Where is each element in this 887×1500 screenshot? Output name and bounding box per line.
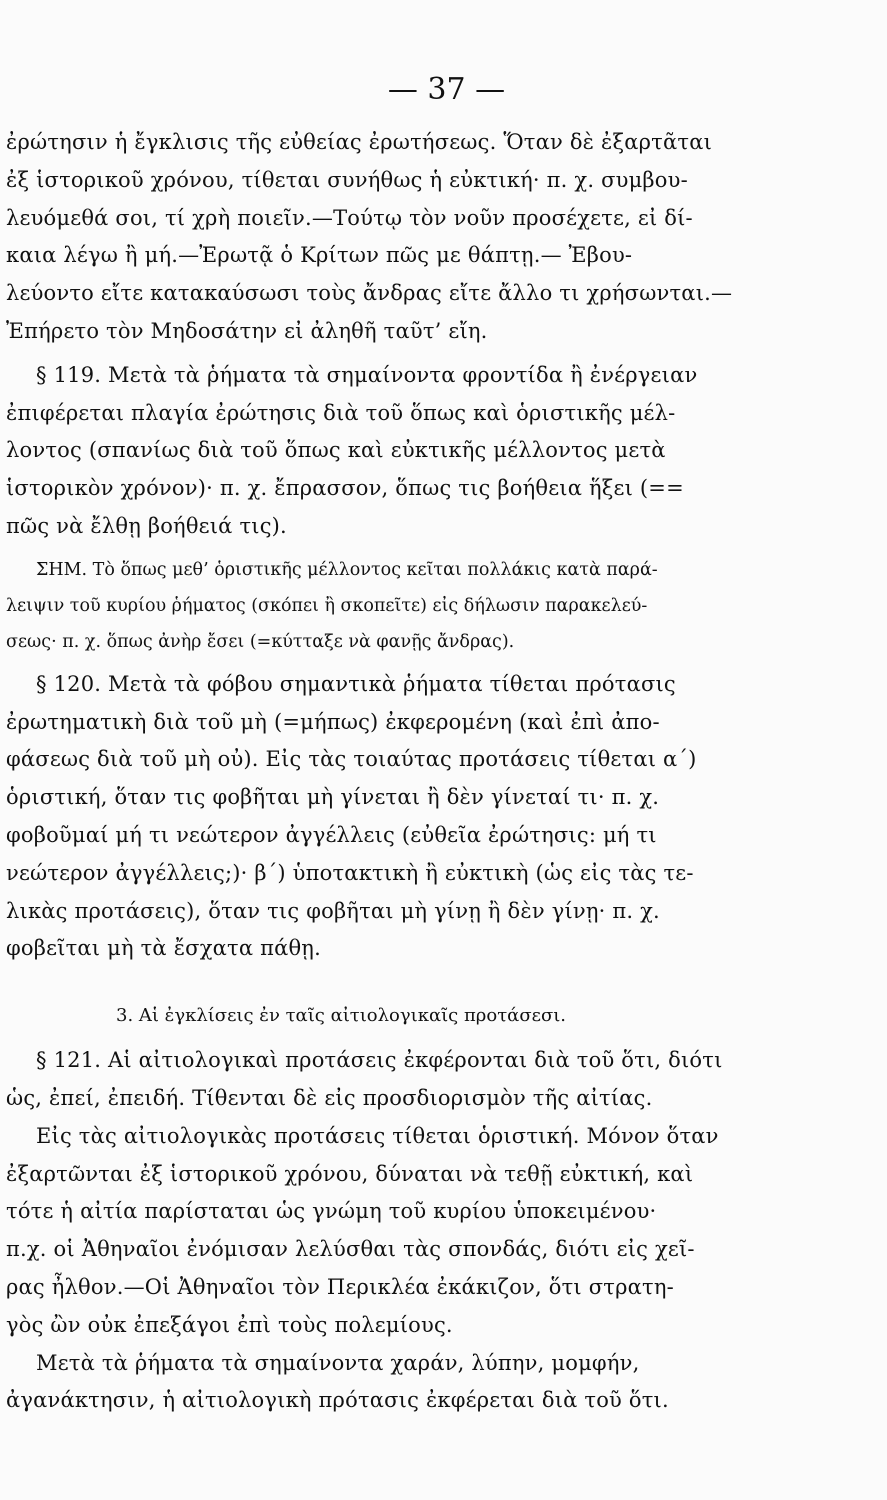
text-line: ἐπιφέρεται πλαγία ἐρώτησις διὰ τοῦ ὅπως καὶ ὁριστικῆς μέλ- — [6, 400, 676, 425]
text-line: λεύοντο εἴτε κατακαύσωσι τοὺς ἄνδρας εἴτε ἄλλο τι χρήσωνται.— — [6, 281, 733, 306]
text-line: λευόμεθά σοι, τί χρὴ ποιεῖν.—Τούτῳ τὸν νοῦν προσέχετε, εἰ δί- — [6, 205, 693, 230]
text-line: πῶς νὰ ἔλθῃ βοήθειά τις). — [6, 513, 287, 538]
paragraph-line: Μετὰ τὰ ῥήματα τὰ σημαίνοντα χαράν, λύπην, μομφήν, — [36, 1350, 640, 1375]
section-120-line: § 120. Μετὰ τὰ φόβου σημαντικὰ ῥήματα τίθεται πρότασις — [36, 671, 676, 696]
text-line: φάσεως διὰ τοῦ μὴ οὐ). Εἰς τὰς τοιαύτας προτάσεις τίθεται α΄) — [6, 747, 697, 772]
text-line: ἐξαρτῶνται ἐξ ἱστορικοῦ χρόνου, δύναται νὰ τεθῇ εὐκτική, καὶ — [6, 1161, 694, 1186]
note-line: ΣΗΜ. Τὸ ὅπως μεθ’ ὁριστικῆς μέλλοντος κεῖται πολλάκις κατὰ παρά- — [36, 559, 658, 580]
text-line: νεώτερον ἀγγέλλεις;)· β΄) ὑποτακτικὴ ἢ εὐκτικὴ (ὡς εἰς τὰς τε- — [6, 860, 694, 885]
text-line: γὸς ὢν οὐκ ἐπεξάγοι ἐπὶ τοὺς πολεμίους. — [6, 1312, 453, 1337]
text-line: Ἐπήρετο τὸν Μηδοσάτην εἰ ἀληθῆ ταῦτ’ εἴη. — [6, 318, 488, 343]
text-line: ρας ἦλθον.—Οἱ Ἀθηναῖοι τὸν Περικλέα ἐκάκιζον, ὅτι στρατη- — [6, 1274, 674, 1299]
text-line: ὁριστική, ὅταν τις φοβῆται μὴ γίνεται ἢ δὲν γίνεταί τι· π. χ. — [6, 785, 660, 810]
text-line: ἐξ ἱστορικοῦ χρόνου, τίθεται συνήθως ἡ εὐκτική· π. χ. συμβου- — [6, 167, 688, 192]
text-line: ὡς, ἐπεί, ἐπειδή. Τίθενται δὲ εἰς προσδιορισμὸν τῆς αἰτίας. — [6, 1085, 653, 1110]
text-line: λικὰς προτάσεις), ὅταν τις φοβῆται μὴ γίνῃ ἢ δὲν γίνῃ· π. χ. — [6, 898, 660, 923]
paragraph-line: Εἰς τὰς αἰτιολογικὰς προτάσεις τίθεται ὁριστική. Μόνον ὅταν — [36, 1123, 719, 1148]
text-line: ἐρώτησιν ἡ ἔγκλισις τῆς εὐθείας ἐρωτήσεως. Ὅταν δὲ ἐξαρτᾶται — [6, 130, 713, 154]
text-line: λοντος (σπανίως διὰ τοῦ ὅπως καὶ εὐκτικῆς μέλλοντος μετὰ — [6, 438, 666, 463]
text-line: π.χ. οἱ Ἀθηναῖοι ἐνόμισαν λελύσθαι τὰς σπονδάς, διότι εἰς χεῖ- — [6, 1237, 695, 1262]
text-line: τότε ἡ αἰτία παρίσταται ὡς γνώμη τοῦ κυρίου ὑποκειμένου· — [6, 1199, 657, 1224]
section-heading: 3. Αἱ ἐγκλίσεις ἐν ταῖς αἰτιολογικαῖς προτάσεσι. — [116, 1005, 567, 1027]
text-line: ἀγανάκτησιν, ἡ αἰτιολογικὴ πρότασις ἐκφέρεται διὰ τοῦ ὅτι. — [6, 1388, 669, 1413]
text-line: ἐρωτηματικὴ διὰ τοῦ μὴ (=μήπως) ἐκφερομένη (καὶ ἐπὶ ἀπο- — [6, 709, 660, 734]
text-line: φοβοῦμαί μή τι νεώτερον ἀγγέλλεις (εὐθεῖα ἐρώτησις: μή τι — [6, 822, 657, 847]
text-line: φοβεῖται μὴ τὰ ἔσχατα πάθῃ. — [6, 936, 321, 961]
text-line: ἱστορικὸν χρόνον)· π. χ. ἔπρασσον, ὅπως τις βοήθεια ἥξει (== — [6, 476, 684, 501]
section-119-line: § 119. Μετὰ τὰ ῥήματα τὰ σημαίνοντα φροντίδα ἢ ἐνέργειαν — [36, 362, 698, 387]
section-121-line: § 121. Αἱ αἰτιολογικαὶ προτάσεις ἐκφέρονται διὰ τοῦ ὅτι, διότι — [36, 1048, 723, 1073]
text-line: καια λέγω ἢ μή.—Ἐρωτᾷ ὁ Κρίτων πῶς με θάπτῃ.— Ἐβου- — [6, 243, 633, 268]
note-line: σεως· π. χ. ὅπως ἀνὴρ ἔσει (=κύτταξε νὰ φανῇς ἄνδρας). — [6, 631, 515, 652]
page-number: — 37 — — [387, 72, 506, 107]
note-line: λειψιν τοῦ κυρίου ῥήματος (σκόπει ἢ σκοπεῖτε) εἰς δήλωσιν παρακελεύ- — [6, 595, 648, 616]
